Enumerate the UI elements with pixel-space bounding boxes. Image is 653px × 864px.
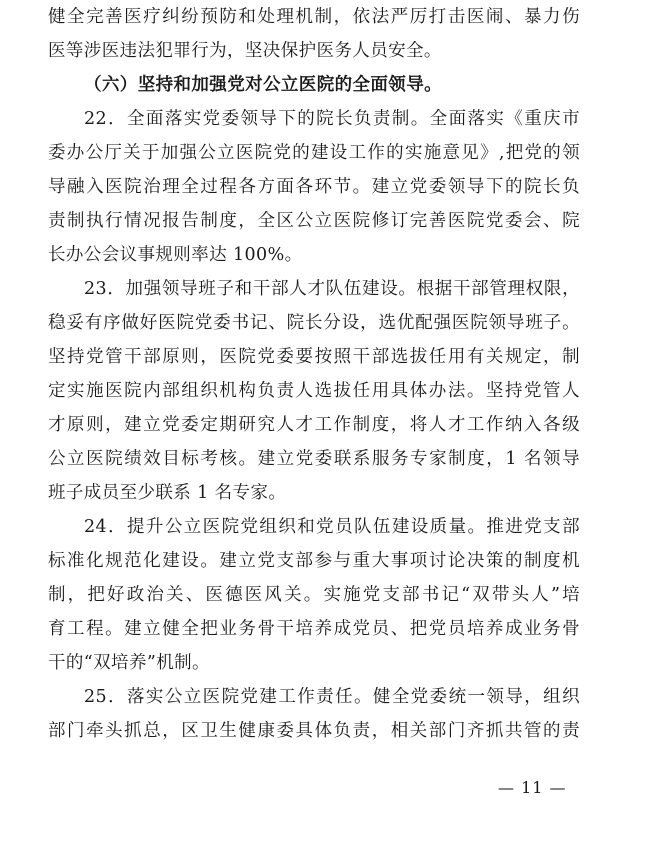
- text-line-11: 坚持党管干部原则，医院党委要按照干部选拔任用有关规定，制: [48, 347, 580, 367]
- text-line-4: 22．全面落实党委领导下的院长负责制。全面落实《重庆市: [84, 109, 580, 129]
- text-line-18: 制，把好政治关、医德医风关。实施党支部书记“双带头人”培: [48, 585, 580, 605]
- text-line-12: 定实施医院内部组织机构负责人选拔任用具体办法。坚持党管人: [48, 381, 580, 401]
- text-line-6: 导融入医院治理全过程各方面各环节。建立党委领导下的院长负: [48, 177, 580, 197]
- text-line-5: 委办公厅关于加强公立医院党的建设工作的实施意见》,把党的领: [48, 143, 580, 163]
- text-line-13: 才原则，建立党委定期研究人才工作制度，将人才工作纳入各级: [48, 415, 580, 435]
- text-line-21: 25．落实公立医院党建工作责任。健全党委统一领导，组织: [84, 687, 580, 707]
- text-line-14: 公立医院绩效目标考核。建立党委联系服务专家制度，1 名领导: [48, 449, 580, 469]
- section-heading: （六）坚持和加强党对公立医院的全面领导。: [84, 75, 442, 95]
- text-line-1: 健全完善医疗纠纷预防和处理机制，依法严厉打击医闹、暴力伤: [48, 7, 580, 27]
- text-line-20: 干的“双培养”机制。: [48, 653, 210, 673]
- text-line-2: 医等涉医违法犯罪行为，坚决保护医务人员安全。: [48, 41, 442, 61]
- text-line-8: 长办公会议事规则率达 100%。: [48, 245, 303, 265]
- text-line-19: 育工程。建立健全把业务骨干培养成党员、把党员培养成业务骨: [48, 619, 580, 639]
- text-line-17: 标准化规范化建设。建立党支部参与重大事项讨论决策的制度机: [48, 551, 580, 571]
- text-line-10: 稳妥有序做好医院党委书记、院长分设，选优配强医院领导班子。: [48, 313, 580, 333]
- text-line-15: 班子成员至少联系 1 名专家。: [48, 483, 287, 503]
- text-line-16: 24．提升公立医院党组织和党员队伍建设质量。推进党支部: [84, 517, 580, 537]
- text-line-7: 责制执行情况报告制度，全区公立医院修订完善医院党委会、院: [48, 211, 580, 231]
- text-line-9: 23．加强领导班子和干部人才队伍建设。根据干部管理权限，: [84, 279, 580, 299]
- text-line-22: 部门牵头抓总，区卫生健康委具体负责，相关部门齐抓共管的责: [48, 721, 580, 741]
- page-number: — 11 —: [498, 778, 567, 797]
